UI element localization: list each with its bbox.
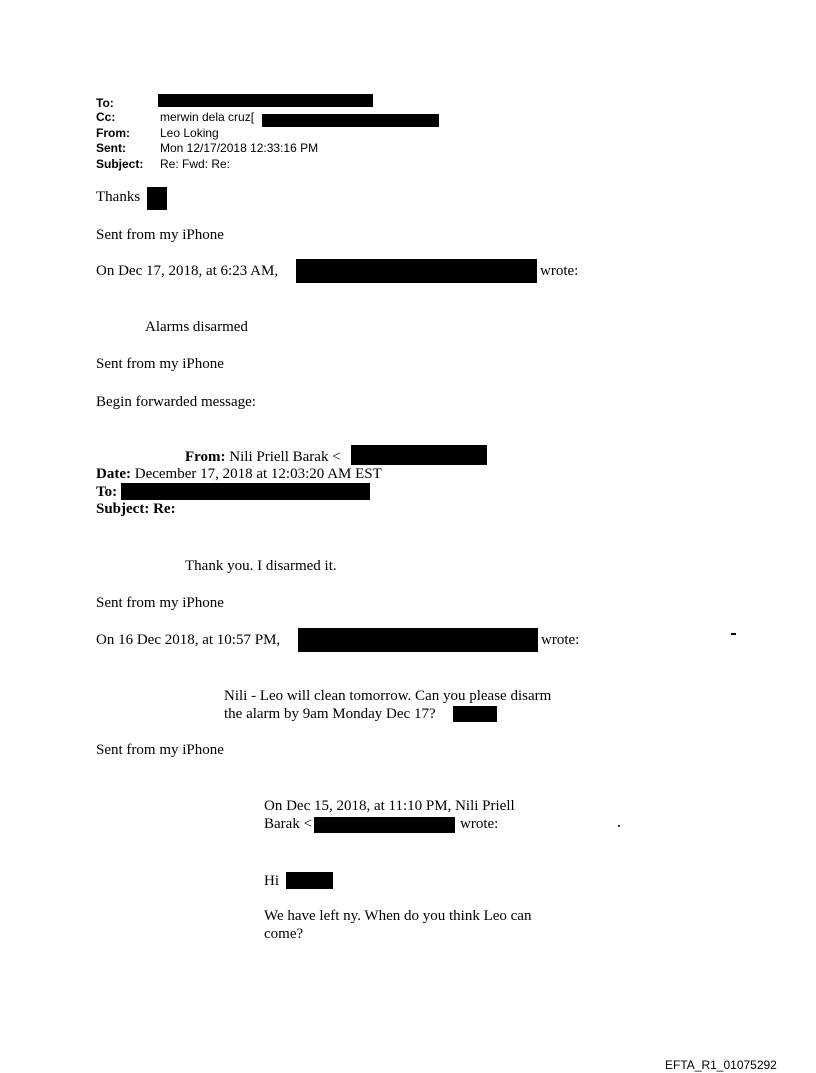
redaction-quote-1-sender xyxy=(296,259,537,283)
redaction-fwd-to xyxy=(121,483,370,500)
thank-you-disarmed: Thank you. I disarmed it. xyxy=(185,558,337,574)
sent-from-iphone-1: Sent from my iPhone xyxy=(96,227,224,243)
quote-2-wrote: wrote: xyxy=(541,632,580,648)
subject-label: Subject: xyxy=(96,157,144,171)
header-cc-row xyxy=(96,110,254,124)
fwd-subject-row xyxy=(96,500,176,518)
redaction-hi-name xyxy=(286,872,333,889)
quote-1-attribution: On Dec 17, 2018, at 6:23 AM, xyxy=(96,263,279,279)
redaction-fwd-from-email xyxy=(351,445,487,465)
cc-value: merwin dela cruz[ xyxy=(160,110,255,124)
redaction-nili-message-name xyxy=(453,706,497,722)
redaction-quote-3-email xyxy=(314,817,455,833)
sent-label: Sent: xyxy=(96,141,126,155)
header-to-row xyxy=(96,96,160,110)
fwd-to-label: To: xyxy=(96,484,118,500)
header-subject-row xyxy=(96,157,230,171)
subject-value: Re: Fwd: Re: xyxy=(160,157,231,171)
header-sent-row xyxy=(96,141,318,155)
cc-label: Cc: xyxy=(96,110,116,124)
quote-2-attribution: On 16 Dec 2018, at 10:57 PM, xyxy=(96,632,281,648)
quote-3-line-2: Barak < xyxy=(264,816,313,832)
fwd-from-value: Nili Priell Barak < xyxy=(229,449,341,465)
quote-3-line-1: On Dec 15, 2018, at 11:10 PM, Nili Priell xyxy=(264,798,515,814)
nili-message-line-1: Nili - Leo will clean tomorrow. Can you please disarm xyxy=(224,688,552,704)
sent-from-iphone-4: Sent from my iPhone xyxy=(96,742,224,758)
from-value: Leo Loking xyxy=(160,126,219,140)
fwd-date-value: December 17, 2018 at 12:03:20 AM EST xyxy=(134,466,382,482)
from-label: From: xyxy=(96,126,130,140)
fwd-subject-value: Re: xyxy=(153,501,176,517)
redaction-thanks-name xyxy=(147,187,167,210)
sent-from-iphone-3: Sent from my iPhone xyxy=(96,595,224,611)
hi-line: Hi xyxy=(264,873,279,889)
fwd-to-row xyxy=(96,483,117,501)
fwd-date-label: Date: xyxy=(96,466,131,482)
redaction-quote-2-sender xyxy=(298,628,538,652)
fwd-date-row xyxy=(96,465,382,483)
fwd-from-label: From: xyxy=(185,449,226,465)
redaction-to xyxy=(158,94,373,107)
begin-forwarded: Begin forwarded message: xyxy=(96,394,256,410)
stray-mark xyxy=(731,633,736,635)
quote-1-wrote: wrote: xyxy=(540,263,579,279)
original-message-line-1: We have left ny. When do you think Leo can xyxy=(264,908,532,924)
quote-3-wrote: wrote: xyxy=(460,816,499,832)
sent-from-iphone-2: Sent from my iPhone xyxy=(96,356,224,372)
alarms-disarmed: Alarms disarmed xyxy=(145,319,248,335)
original-message-line-2: come? xyxy=(264,926,304,942)
sent-value: Mon 12/17/2018 12:33:16 PM xyxy=(160,141,319,155)
stray-dot xyxy=(618,825,620,827)
to-label: To: xyxy=(96,96,114,110)
fwd-subject-label: Subject: xyxy=(96,501,150,517)
header-from-row xyxy=(96,126,219,140)
nili-message-line-2: the alarm by 9am Monday Dec 17? xyxy=(224,706,436,722)
fwd-from-row xyxy=(185,448,341,466)
redaction-cc xyxy=(262,114,439,127)
document-id: EFTA_R1_01075292 xyxy=(665,1058,777,1072)
thanks-text: Thanks xyxy=(96,189,141,205)
